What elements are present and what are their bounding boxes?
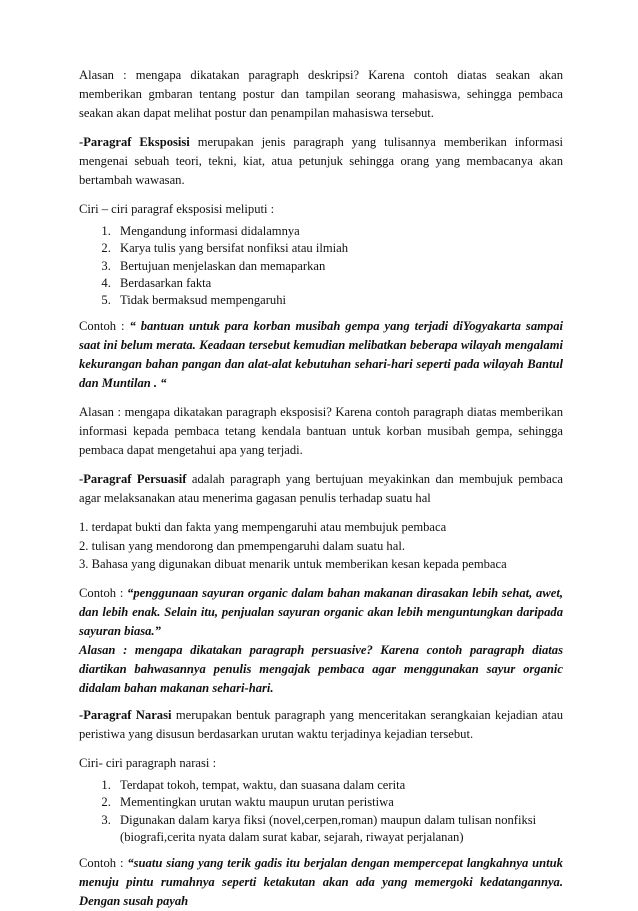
list-item: 2. tulisan yang mendorong dan pmempengaruhi dalam suatu hal. [79, 538, 405, 553]
contoh-text: “ bantuan untuk para korban musibah gempa yang terjadi diYogyakarta sampai saat ini belum merata. Keadaan tersebut kemudian melibatkan beberapa wilayah mengalami kekurangan bahan pangan dan alat-alat kebutuhan sehari-hari seperti pada wilayah Bantul dan Muntilan . “ [79, 319, 564, 391]
persuasif-term: -Paragraf Persuasif [79, 472, 187, 487]
list-item: 3. Bertujuan menjelaskan dan memaparkan [114, 258, 563, 275]
narasi-ciri-list [79, 777, 563, 846]
contoh-label: Contoh : [79, 319, 130, 334]
contoh-text: “suatu siang yang terik gadis itu berjalan dengan mempercepat langkahnya untuk menuju pintu rumahnya seperti ketakutan akan ada yang memergoki kedatangannya. Dengan susah payah [79, 856, 563, 909]
narasi-ciri-intro: Ciri- ciri paragraph narasi : [79, 755, 217, 770]
list-item: 2. Karya tulis yang bersifat nonfiksi atau ilmiah [114, 240, 563, 257]
narasi-term: -Paragraf Narasi [79, 707, 172, 722]
document-page [79, 66, 563, 911]
list-item: 3. Digunakan dalam karya fiksi (novel,cerpen,roman) maupun dalam tulisan nonfiksi (biografi,cerita nyata dalam surat kabar, sejarah, riwayat perjalanan) [114, 812, 563, 847]
list-item: 1. Mengandung informasi didalamnya [114, 223, 563, 240]
alasan-persuasif: Alasan : mengapa dikatakan paragraph persuasive? Karena contoh paragraph diatas diartikan bahwasannya penulis mengajak pembaca agar menggunakan sayur organic didalam bahan makanan sehari-hari. [79, 642, 563, 695]
eksposisi-contoh [79, 317, 563, 393]
list-item: 2. Mementingkan urutan waktu maupun urutan peristiwa [114, 794, 563, 811]
persuasif-text: adalah paragraph yang bertujuan meyakinkan dan membujuk pembaca agar melaksanakan atau menerima gagasan penulis terhadap suatu hal [79, 472, 564, 506]
persuasif-definition [79, 470, 563, 508]
list-item: 3. Bahasa yang digunakan dibuat menarik untuk memberikan kesan kepada pembaca [79, 557, 507, 572]
list-item: 1. terdapat bukti dan fakta yang mempengaruhi atau membujuk pembaca [79, 520, 447, 535]
narasi-contoh [79, 854, 563, 911]
narasi-text: merupakan bentuk paragraph yang menceritakan serangkaian kejadian atau peristiwa yang disusun berdasarkan urutan waktu terjadinya kejadian tersebut. [79, 707, 563, 741]
eksposisi-definition [79, 133, 563, 190]
list-item: 5. Tidak bermaksud mempengaruhi [114, 292, 563, 309]
alasan-deskripsi: Alasan : mengapa dikatakan paragraph deskripsi? Karena contoh diatas seakan akan memberikan gmbaran tentang postur dan tampilan seorang mahasiswa, sehingga pembaca seakan akan dapat melihat postur dan penampilan mahasiswa tersebut. [79, 68, 563, 120]
persuasif-points [79, 518, 563, 574]
contoh-label: Contoh : [79, 585, 128, 600]
list-item: 4. Berdasarkan fakta [114, 275, 563, 292]
eksposisi-ciri-intro: Ciri – ciri paragraf eksposisi meliputi : [79, 202, 275, 216]
contoh-text: “penggunaan sayuran organic dalam bahan makanan dirasakan lebih sehat, awet, dan lebih enak. Selain itu, penjualan sayuran organic akan lebih menguntungkan daripada sayuran biasa.” [79, 585, 563, 638]
narasi-definition [79, 706, 563, 744]
eksposisi-text: merupakan jenis paragraph yang tulisannya memberikan informasi mengenai sebuah teori, tekni, kiat, atua petunjuk sehingga orang yang membacanya akan bertambah wawasan. [79, 135, 563, 187]
eksposisi-term: -Paragraf Eksposisi [79, 135, 190, 149]
persuasif-contoh [79, 584, 563, 641]
alasan-eksposisi: Alasan : mengapa dikatakan paragraph eksposisi? Karena contoh paragraph diatas memberikan informasi kepada pembaca tetang kendala bantuan untuk korban musibah gempa, sehingga pembaca dapat mengetahui apa yang terjadi. [79, 405, 563, 458]
contoh-label: Contoh : [79, 856, 128, 871]
list-item: 1. Terdapat tokoh, tempat, waktu, dan suasana dalam cerita [114, 777, 563, 794]
eksposisi-ciri-list [79, 223, 563, 309]
